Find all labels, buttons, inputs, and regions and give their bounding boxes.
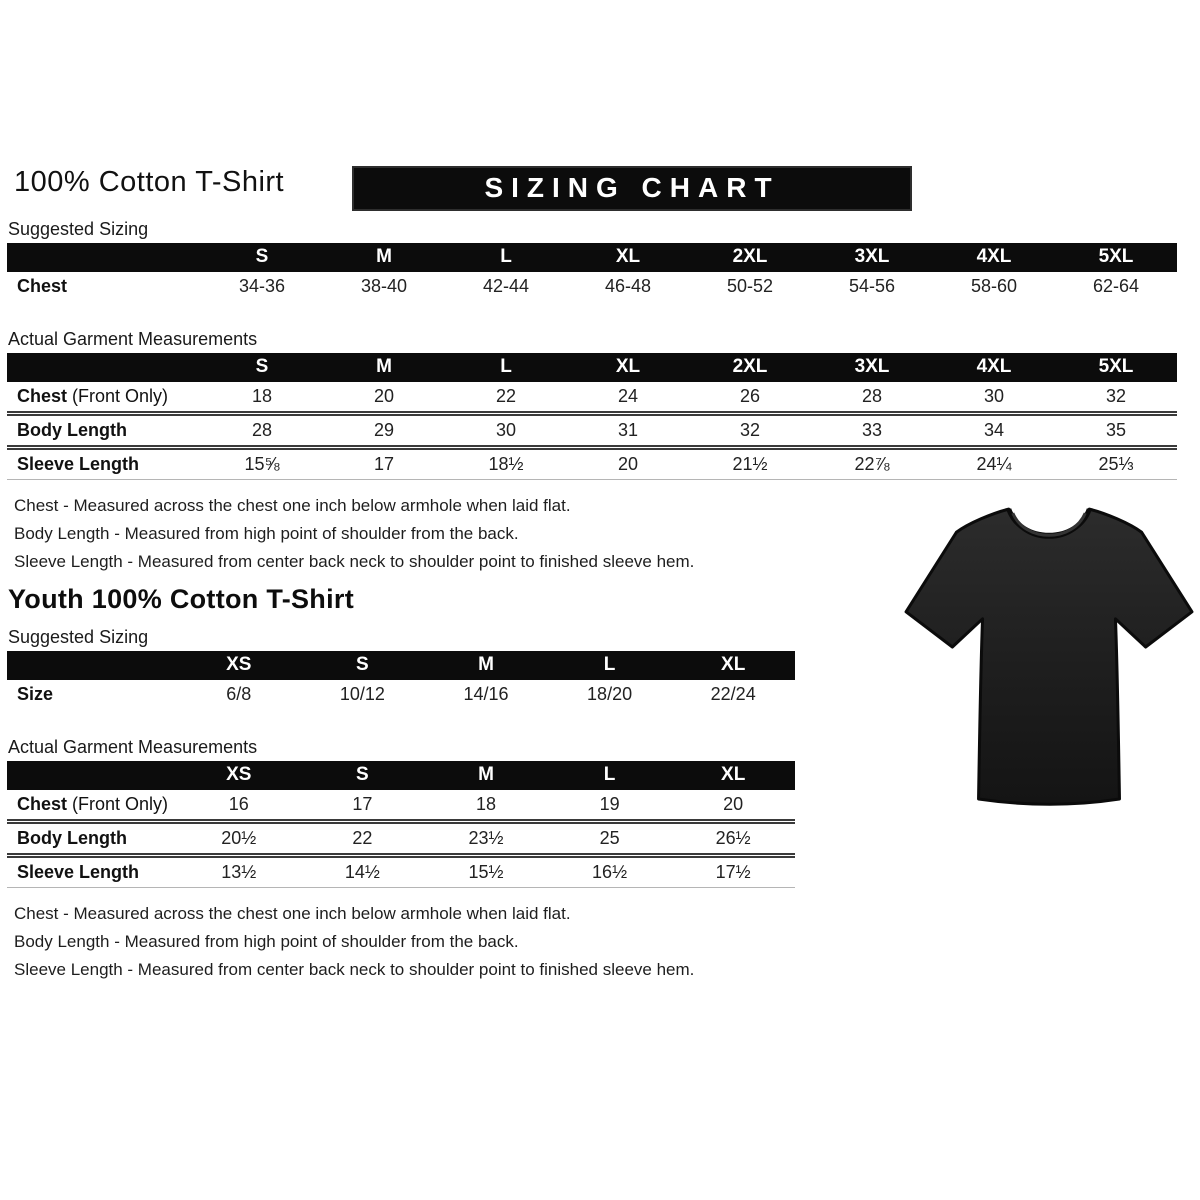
measurement-row xyxy=(7,680,795,709)
measurement-cell: 34 xyxy=(983,420,1005,440)
row-label: Sleeve Length xyxy=(17,862,140,882)
measurement-cell: 38-40 xyxy=(360,276,408,296)
measurement-cell: 46-48 xyxy=(604,276,652,296)
measurement-row xyxy=(7,856,795,888)
youth-suggested-sizing-table xyxy=(7,651,795,709)
measurement-cell: 25⅓ xyxy=(1098,454,1134,474)
size-column-header-m: M xyxy=(424,761,548,790)
size-column-header-l: L xyxy=(445,353,567,382)
size-column-header-xl: XL xyxy=(671,761,795,790)
adult-suggested-sizing-table xyxy=(7,243,1177,301)
size-column-header-xl: XL xyxy=(671,651,795,680)
size-header-row xyxy=(7,651,795,680)
measurement-cell: 35 xyxy=(1105,420,1127,440)
size-header-row xyxy=(7,761,795,790)
size-column-header-l: L xyxy=(445,243,567,272)
measurement-cell: 24¼ xyxy=(976,454,1012,474)
row-label: Size xyxy=(17,684,54,704)
measurement-cell: 30 xyxy=(495,420,517,440)
measurement-note: Sleeve Length - Measured from center back neck to shoulder point to finished sleeve hem. xyxy=(14,960,695,979)
size-column-header-m: M xyxy=(323,353,445,382)
measurement-cell: 32 xyxy=(739,420,761,440)
size-column-header-2xl: 2XL xyxy=(689,243,811,272)
adult-suggested-sizing-label: Suggested Sizing xyxy=(8,219,149,239)
measurement-note: Chest - Measured across the chest one inch below armhole when laid flat. xyxy=(14,904,571,923)
measurement-note: Body Length - Measured from high point of shoulder from the back. xyxy=(14,524,519,543)
measurement-cell: 15⅝ xyxy=(244,454,280,474)
adult-actual-measurements-label: Actual Garment Measurements xyxy=(8,329,258,349)
measurement-cell: 23½ xyxy=(468,828,504,848)
measurement-cell: 54-56 xyxy=(848,276,896,296)
measurement-cell: 29 xyxy=(373,420,395,440)
size-header-row xyxy=(7,353,1177,382)
page-header xyxy=(14,166,1188,211)
blank-header-cell xyxy=(7,761,177,790)
measurement-cell: 10/12 xyxy=(339,684,385,704)
measurement-cell: 18/20 xyxy=(587,684,633,704)
measurement-cell: 16½ xyxy=(592,862,628,882)
measurement-cell: 17 xyxy=(373,454,395,474)
sizing-chart-banner: SIZING CHART xyxy=(352,166,912,211)
measurement-row xyxy=(7,790,795,822)
size-column-header-m: M xyxy=(323,243,445,272)
size-column-header-2xl: 2XL xyxy=(689,353,811,382)
size-column-header-5xl: 5XL xyxy=(1055,243,1177,272)
size-column-header-s: S xyxy=(201,353,323,382)
measurement-cell: 31 xyxy=(617,420,639,440)
measurement-cell: 14/16 xyxy=(463,684,509,704)
measurement-note: Body Length - Measured from high point of shoulder from the back. xyxy=(14,932,519,951)
blank-header-cell xyxy=(7,353,201,382)
size-column-header-4xl: 4XL xyxy=(933,353,1055,382)
measurement-cell: 22⅞ xyxy=(854,454,890,474)
row-label: Chest (Front Only) xyxy=(17,386,169,406)
measurement-cell: 20½ xyxy=(221,828,257,848)
blank-header-cell xyxy=(7,243,201,272)
size-column-header-m: M xyxy=(424,651,548,680)
measurement-cell: 28 xyxy=(861,386,883,406)
measurement-cell: 18 xyxy=(475,794,496,814)
measurement-cell: 33 xyxy=(861,420,883,440)
measurement-cell: 18½ xyxy=(488,454,524,474)
size-column-header-l: L xyxy=(548,651,672,680)
measurement-cell: 25 xyxy=(599,828,620,848)
measurement-cell: 13½ xyxy=(221,862,257,882)
tshirt-product-image xyxy=(896,468,1198,822)
tshirt-icon xyxy=(896,468,1198,822)
size-column-header-xl: XL xyxy=(567,243,689,272)
measurement-cell: 62-64 xyxy=(1092,276,1140,296)
measurement-cell: 14½ xyxy=(344,862,380,882)
size-column-header-xs: XS xyxy=(177,761,301,790)
row-label: Chest (Front Only) xyxy=(17,794,169,814)
measurement-cell: 28 xyxy=(251,420,273,440)
page-title: 100% Cotton T-Shirt xyxy=(14,166,285,198)
measurement-cell: 19 xyxy=(599,794,620,814)
measurement-cell: 18 xyxy=(251,386,273,406)
blank-header-cell xyxy=(7,651,177,680)
size-column-header-xl: XL xyxy=(567,353,689,382)
size-column-header-3xl: 3XL xyxy=(811,243,933,272)
size-column-header-l: L xyxy=(548,761,672,790)
measurement-row xyxy=(7,272,1177,301)
measurement-note: Sleeve Length - Measured from center back neck to shoulder point to finished sleeve hem. xyxy=(14,552,695,571)
measurement-cell: 30 xyxy=(983,386,1005,406)
size-column-header-xs: XS xyxy=(177,651,301,680)
youth-suggested-sizing-label: Suggested Sizing xyxy=(8,627,149,647)
adult-actual-measurements-table xyxy=(7,353,1177,480)
size-column-header-4xl: 4XL xyxy=(933,243,1055,272)
row-label: Sleeve Length xyxy=(17,454,140,474)
measurement-cell: 26½ xyxy=(715,828,751,848)
row-label: Body Length xyxy=(17,420,127,440)
measurement-cell: 24 xyxy=(617,386,639,406)
measurement-note: Chest - Measured across the chest one inch below armhole when laid flat. xyxy=(14,496,571,515)
measurement-cell: 20 xyxy=(373,386,395,406)
youth-section-title: Youth 100% Cotton T-Shirt xyxy=(8,584,354,614)
size-column-header-3xl: 3XL xyxy=(811,353,933,382)
measurement-cell: 50-52 xyxy=(726,276,774,296)
youth-measurement-notes xyxy=(14,900,1188,984)
measurement-cell: 16 xyxy=(228,794,249,814)
youth-actual-measurements-table xyxy=(7,761,795,888)
size-header-row xyxy=(7,243,1177,272)
measurement-cell: 42-44 xyxy=(482,276,530,296)
row-label: Body Length xyxy=(17,828,127,848)
size-column-header-s: S xyxy=(201,243,323,272)
measurement-cell: 20 xyxy=(723,794,744,814)
measurement-cell: 22/24 xyxy=(710,684,756,704)
measurement-cell: 26 xyxy=(739,386,761,406)
row-label: Chest xyxy=(17,276,68,296)
size-column-header-s: S xyxy=(301,651,425,680)
measurement-cell: 21½ xyxy=(732,454,768,474)
measurement-cell: 15½ xyxy=(468,862,504,882)
measurement-cell: 22 xyxy=(352,828,373,848)
size-column-header-5xl: 5XL xyxy=(1055,353,1177,382)
youth-actual-measurements-label: Actual Garment Measurements xyxy=(8,737,258,757)
measurement-cell: 32 xyxy=(1105,386,1127,406)
measurement-row xyxy=(7,382,1177,414)
measurement-cell: 22 xyxy=(495,386,517,406)
measurement-cell: 20 xyxy=(617,454,639,474)
size-column-header-s: S xyxy=(301,761,425,790)
measurement-cell: 17 xyxy=(352,794,373,814)
measurement-row xyxy=(7,414,1177,448)
measurement-cell: 17½ xyxy=(715,862,751,882)
measurement-cell: 34-36 xyxy=(238,276,286,296)
measurement-cell: 58-60 xyxy=(970,276,1018,296)
measurement-cell: 6/8 xyxy=(226,684,252,704)
measurement-row xyxy=(7,822,795,856)
